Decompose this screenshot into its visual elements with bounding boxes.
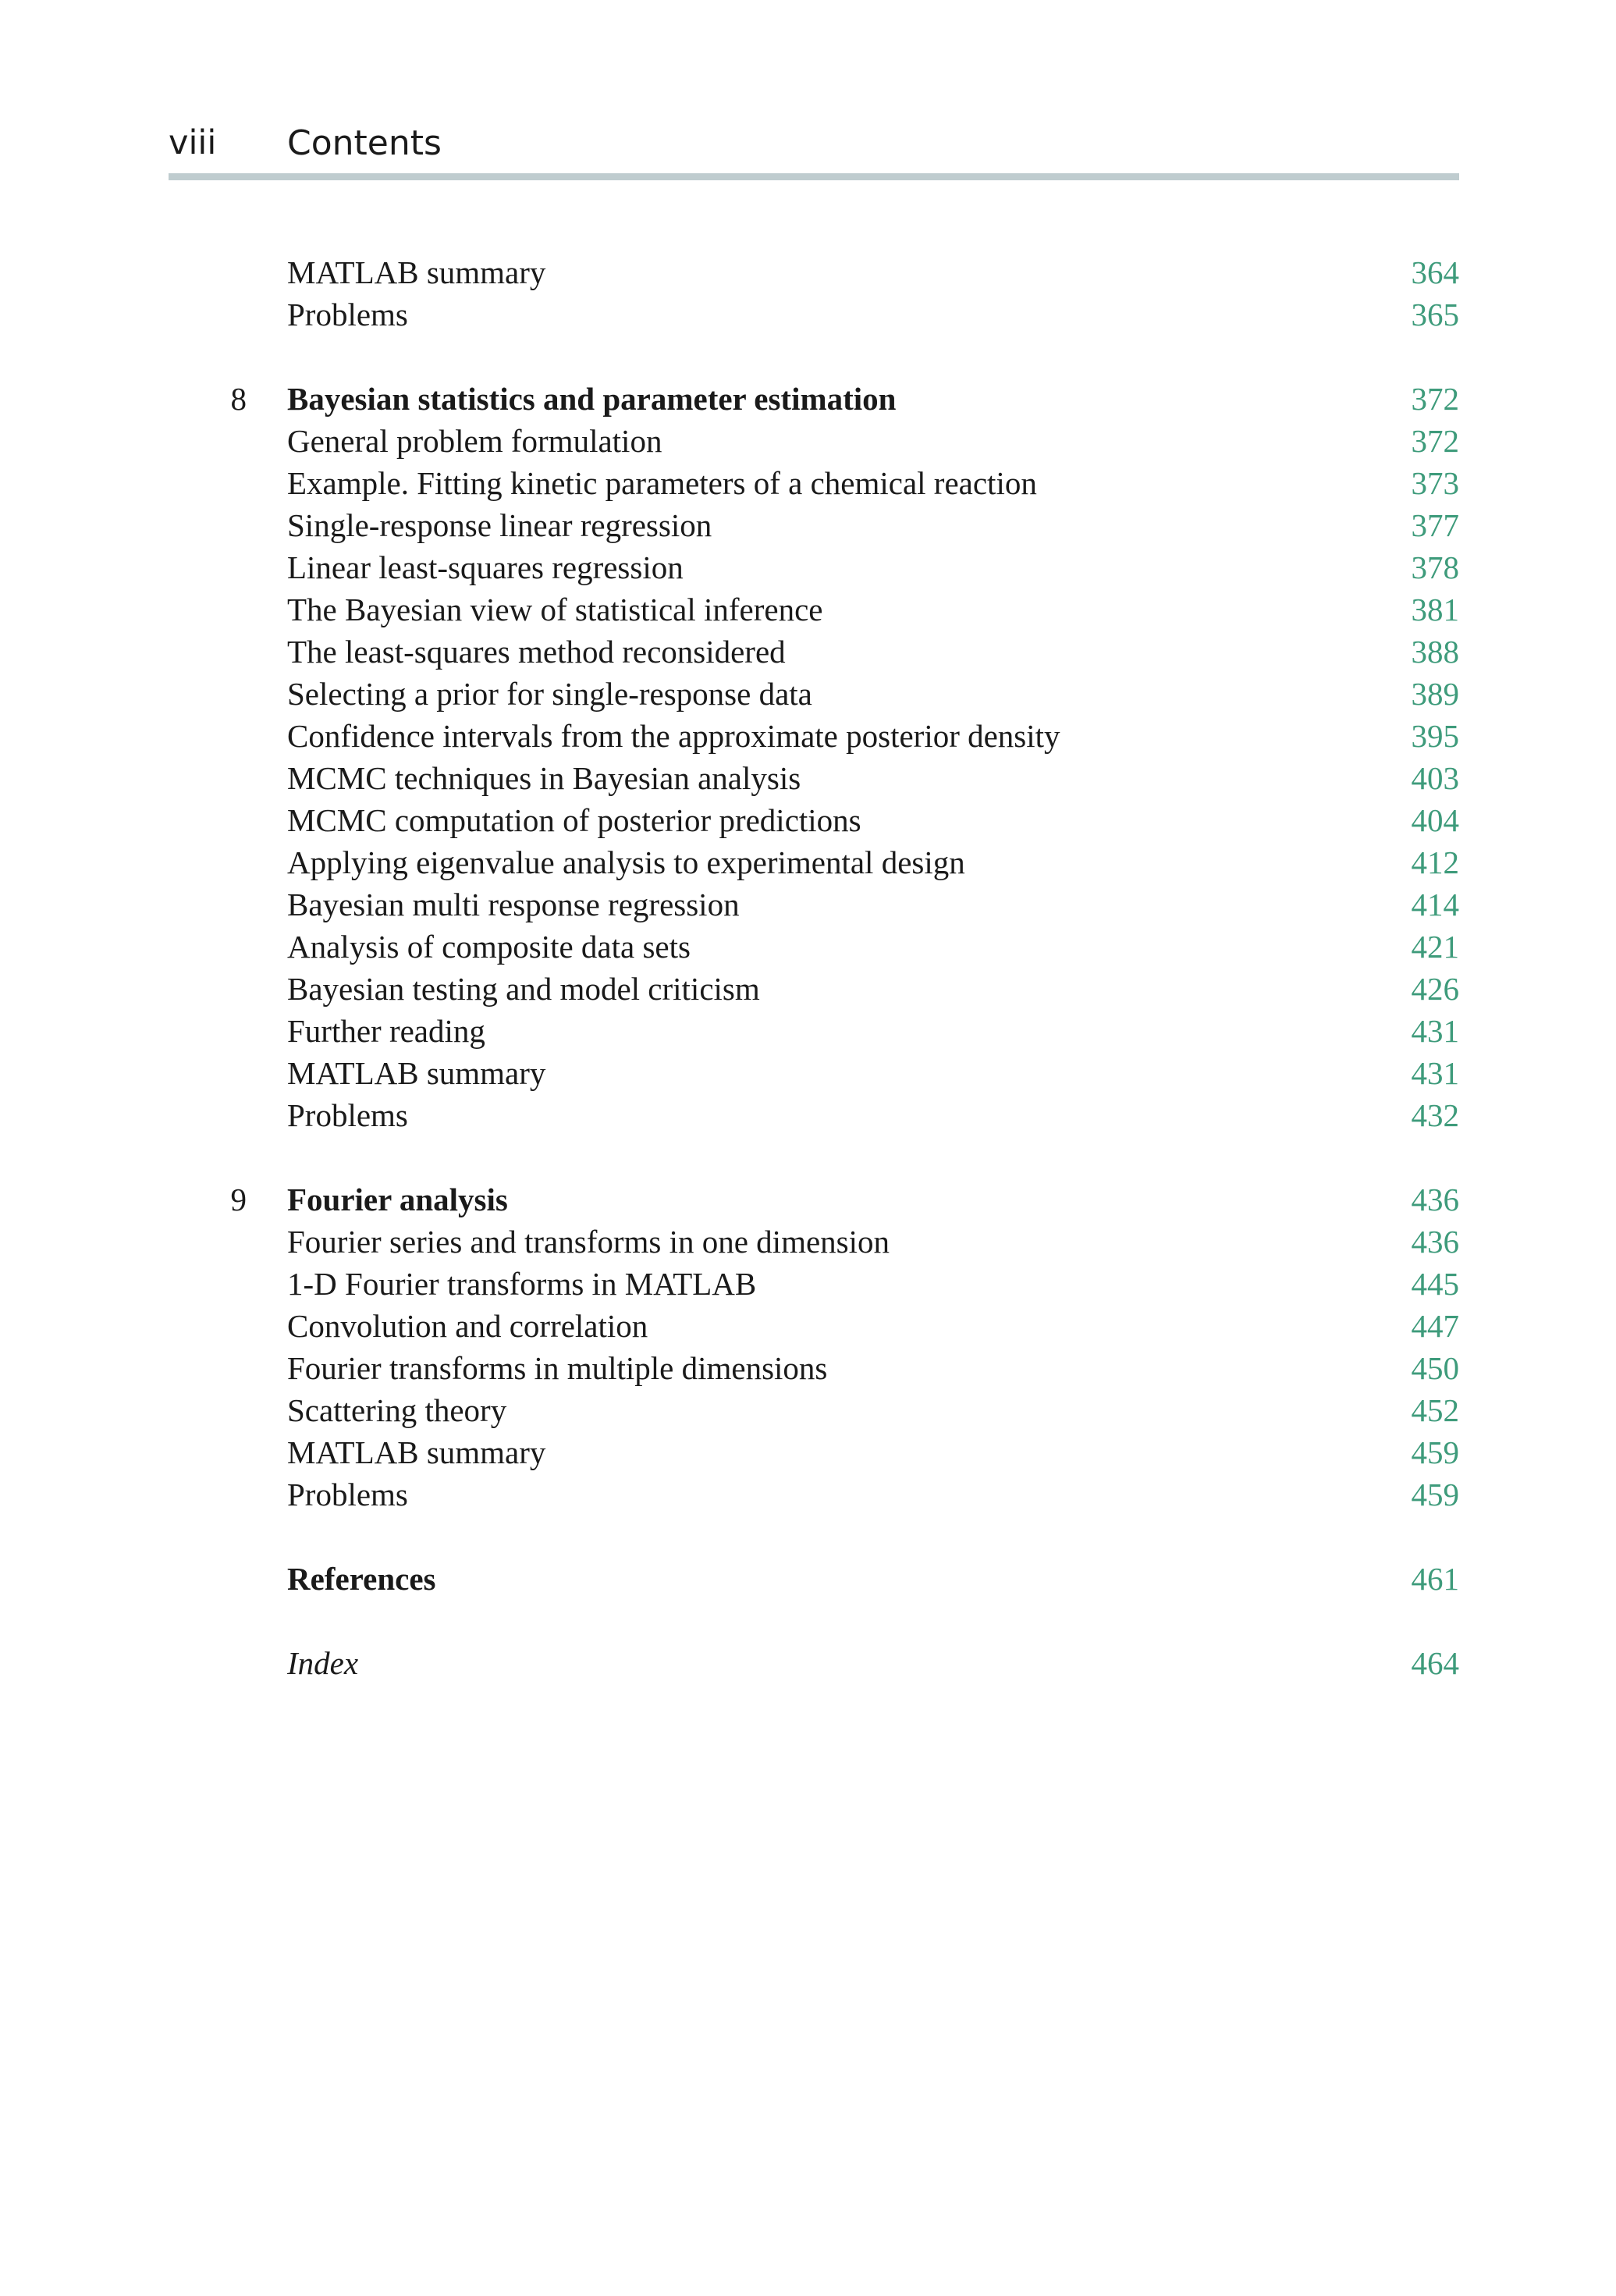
toc-entry-title: MATLAB summary (287, 254, 546, 290)
toc-entry-title: MATLAB summary (287, 1055, 546, 1091)
toc-entry-page: 388 (1411, 634, 1459, 670)
toc-entry[interactable] (169, 1473, 1459, 1516)
toc-entry-title: MATLAB summary (287, 1434, 546, 1470)
toc-entry-title: Bayesian testing and model criticism (287, 971, 760, 1007)
toc-entry-page: 403 (1411, 760, 1459, 796)
toc-entry[interactable] (169, 926, 1459, 968)
spacer (169, 1516, 1459, 1558)
toc-entry-page: 447 (1411, 1308, 1459, 1344)
toc-entry-title: The Bayesian view of statistical inference (287, 592, 823, 627)
chapter-heading[interactable] (169, 1178, 1459, 1221)
toc-entry-page: 459 (1411, 1477, 1459, 1512)
toc-entry[interactable] (169, 841, 1459, 883)
toc-entry-page: 426 (1411, 971, 1459, 1007)
spacer (169, 336, 1459, 378)
toc-entry[interactable] (169, 1347, 1459, 1389)
chapter-number: 8 (230, 381, 247, 417)
toc-entry-title: Scattering theory (287, 1392, 507, 1428)
page-header (169, 117, 1459, 179)
toc-entry-title: Single-response linear regression (287, 507, 712, 543)
running-title: Contents (287, 123, 442, 163)
spacer (169, 1136, 1459, 1178)
toc-entry-title: Selecting a prior for single-response data (287, 676, 812, 712)
toc-chapter-9 (169, 1178, 1459, 1516)
toc-entry-page: 445 (1411, 1266, 1459, 1302)
toc-entry[interactable] (169, 293, 1459, 336)
page-folio: viii (169, 123, 217, 162)
index-title: Index (287, 1645, 359, 1681)
table-of-contents (169, 251, 1459, 1684)
spacer (169, 1600, 1459, 1642)
toc-entry-page: 389 (1411, 676, 1459, 712)
chapter-heading[interactable] (169, 378, 1459, 420)
toc-references[interactable] (169, 1558, 1459, 1600)
toc-entry-title: Further reading (287, 1013, 485, 1049)
toc-entry-title: Example. Fitting kinetic parameters of a chemical reaction (287, 465, 1037, 501)
chapter-number: 9 (230, 1182, 247, 1217)
toc-entry[interactable] (169, 883, 1459, 926)
toc-entry-page: 377 (1411, 507, 1459, 543)
toc-entry-page: 372 (1411, 423, 1459, 459)
toc-entry-page: 436 (1411, 1224, 1459, 1260)
toc-entry-page: 364 (1411, 254, 1459, 290)
toc-continued-group (169, 251, 1459, 336)
toc-entry-title: Fourier transforms in multiple dimensions (287, 1350, 828, 1386)
toc-entry-title: Fourier series and transforms in one dimension (287, 1224, 890, 1260)
chapter-page: 436 (1411, 1182, 1459, 1217)
toc-entry-page: 404 (1411, 802, 1459, 838)
toc-entry[interactable] (169, 251, 1459, 293)
toc-entry-page: 431 (1411, 1055, 1459, 1091)
toc-entry[interactable] (169, 588, 1459, 631)
toc-entry[interactable] (169, 1052, 1459, 1094)
toc-entry-page: 365 (1411, 297, 1459, 332)
toc-entry-title: Convolution and correlation (287, 1308, 648, 1344)
toc-entry-page: 412 (1411, 844, 1459, 880)
toc-entry[interactable] (169, 1305, 1459, 1347)
toc-entry-title: 1-D Fourier transforms in MATLAB (287, 1266, 757, 1302)
toc-entry-page: 459 (1411, 1434, 1459, 1470)
toc-entry[interactable] (169, 715, 1459, 757)
toc-entry-title: MCMC computation of posterior predictions (287, 802, 861, 838)
toc-index[interactable] (169, 1642, 1459, 1684)
toc-entry[interactable] (169, 1389, 1459, 1431)
toc-entry-title: Problems (287, 297, 408, 332)
toc-entry[interactable] (169, 1263, 1459, 1305)
references-page: 461 (1411, 1561, 1459, 1597)
toc-entry[interactable] (169, 1010, 1459, 1052)
toc-entry-page: 378 (1411, 549, 1459, 585)
toc-entry-title: MCMC techniques in Bayesian analysis (287, 760, 801, 796)
toc-entry-page: 431 (1411, 1013, 1459, 1049)
toc-entry-page: 450 (1411, 1350, 1459, 1386)
toc-entry[interactable] (169, 631, 1459, 673)
toc-entry-title: Applying eigenvalue analysis to experimental design (287, 844, 965, 880)
toc-entry-page: 381 (1411, 592, 1459, 627)
toc-chapter-8 (169, 378, 1459, 1136)
toc-entry-page: 395 (1411, 718, 1459, 754)
toc-entry-title: General problem formulation (287, 423, 662, 459)
toc-entry-title: Analysis of composite data sets (287, 929, 691, 965)
toc-entry[interactable] (169, 757, 1459, 799)
references-title: References (287, 1561, 436, 1597)
toc-entry-page: 452 (1411, 1392, 1459, 1428)
toc-entry-title: Problems (287, 1097, 408, 1133)
toc-entry-title: Linear least-squares regression (287, 549, 684, 585)
toc-entry-page: 373 (1411, 465, 1459, 501)
toc-entry[interactable] (169, 968, 1459, 1010)
chapter-title: Bayesian statistics and parameter estimation (287, 381, 897, 417)
toc-entry-title: Problems (287, 1477, 408, 1512)
header-rule (169, 173, 1459, 180)
toc-entry-page: 432 (1411, 1097, 1459, 1133)
toc-entry-page: 421 (1411, 929, 1459, 965)
toc-entry[interactable] (169, 546, 1459, 588)
toc-entry[interactable] (169, 420, 1459, 462)
toc-entry[interactable] (169, 504, 1459, 546)
toc-entry[interactable] (169, 673, 1459, 715)
chapter-title: Fourier analysis (287, 1182, 508, 1217)
toc-entry[interactable] (169, 799, 1459, 841)
index-page: 464 (1411, 1645, 1459, 1681)
toc-entry[interactable] (169, 462, 1459, 504)
toc-entry-title: Confidence intervals from the approximate posterior density (287, 718, 1060, 754)
toc-entry[interactable] (169, 1431, 1459, 1473)
toc-entry-title: Bayesian multi response regression (287, 887, 740, 922)
toc-entry-page: 414 (1411, 887, 1459, 922)
toc-entry[interactable] (169, 1094, 1459, 1136)
toc-entry-title: The least-squares method reconsidered (287, 634, 786, 670)
chapter-page: 372 (1411, 381, 1459, 417)
toc-entry[interactable] (169, 1221, 1459, 1263)
